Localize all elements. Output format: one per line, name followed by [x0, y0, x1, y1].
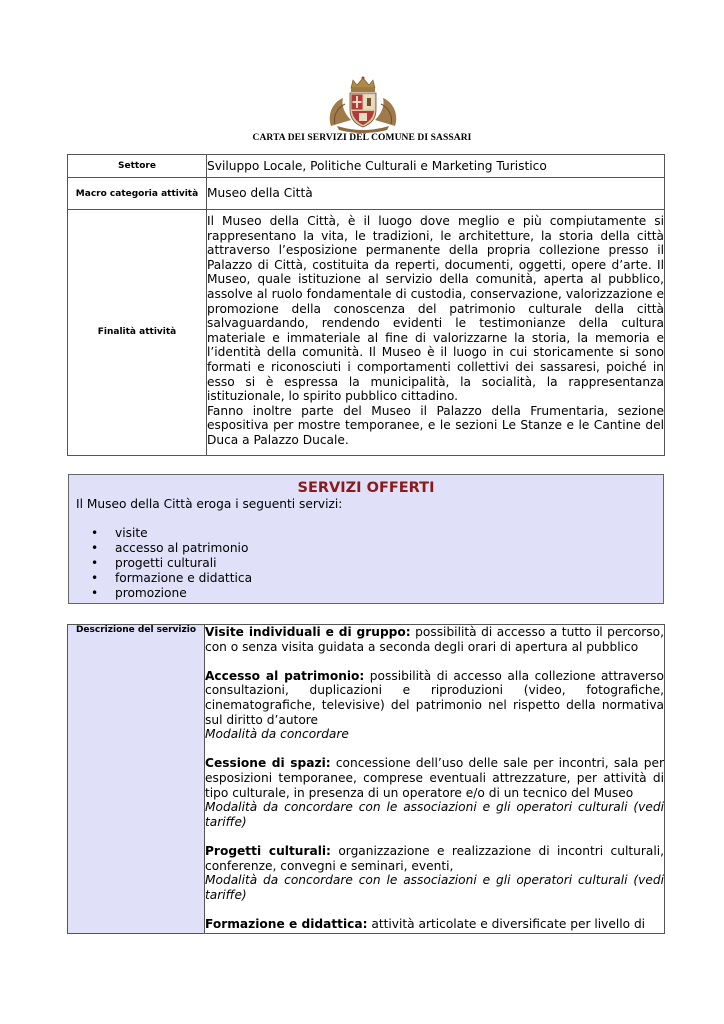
paragraph-cessione: Cessione di spazi: concessione dell’uso delle sale per incontri, sala per esposizioni temporanee, comprese eventuali attrezzature, per attività di tipo culturale, in presenza di un operatore e/o di un tecnico del Museo Modalità da concordare con le associazioni e gli operatori culturali (vedi tariffe)	[205, 756, 664, 829]
list-item: • promozione	[91, 586, 187, 600]
services-list	[69, 526, 663, 601]
coat-of-arms-logo	[323, 74, 403, 134]
row-macro-categoria	[68, 178, 665, 210]
row-settore	[68, 155, 665, 178]
descrizione-label: Descrizione del servizio	[68, 625, 205, 934]
activity-info-table	[67, 154, 665, 456]
services-offered-box	[68, 474, 664, 604]
service-description-table	[67, 624, 665, 934]
macro-categoria-label: Macro categoria attività	[68, 178, 207, 210]
list-item: • progetti culturali	[91, 556, 217, 570]
paragraph-progetti: Progetti culturali: organizzazione e realizzazione di incontri culturali, conferenze, convegni e seminari, eventi, Modalità da concordare con le associazioni e gli operatori culturali (vedi tariffe)	[205, 843, 664, 902]
settore-value: Sviluppo Locale, Politiche Culturali e Marketing Turistico	[207, 155, 665, 178]
row-finalita	[68, 210, 665, 456]
finalita-value	[207, 210, 665, 456]
bullet-icon: •	[91, 526, 99, 540]
row-descrizione	[68, 625, 665, 934]
bullet-icon: •	[91, 586, 99, 600]
paragraph-visite: Visite individuali e di gruppo: possibilità di accesso a tutto il percorso, con o senza visita guidata a seconda degli orari di apertura al pubblico	[205, 625, 664, 654]
settore-label: Settore	[68, 155, 207, 178]
list-item: • accesso al patrimonio	[91, 541, 249, 555]
descrizione-value	[205, 625, 665, 934]
finalita-paragraph-1: Il Museo della Città, è il luogo dove meglio e più compiutamente si rappresentano la vita, le tradizioni, le architetture, la storia della città attraverso l’esposizione permanente della propria collezione presso il Palazzo di Città, costituita da reperti, documenti, oggetti, opere d’arte. Il Museo, quale istituzione al servizio della comunità, aperta al pubblico, assolve al ruolo fondamentale di custodia, conservazione, valorizzazione e promozione della conoscenza del patrimonio culturale della città salvaguardando, rendendo evidenti le testimonianze della cultura materiale e immateriale al fine di valorizzarne la storia, la memoria e l’identità della comunità. Il Museo è il luogo in cui storicamente si sono formati e riconosciuti i comportamenti collettivi dei sassaresi, poiché in esso si è espressa la municipalità, la socialità, la rappresentanza istituzionale, lo spirito pubblico cittadino.	[207, 214, 664, 404]
services-title: SERVIZI OFFERTI	[297, 480, 435, 496]
bullet-icon: •	[91, 556, 99, 570]
paragraph-formazione: Formazione e didattica: attività articolate e diversificate per livello di	[205, 916, 646, 931]
macro-categoria-value: Museo della Città	[207, 178, 665, 210]
document-header-title: CARTA DEI SERVIZI DEL COMUNE DI SASSARI	[252, 133, 472, 143]
services-intro: Il Museo della Città eroga i seguenti servizi:	[76, 497, 343, 511]
finalita-label: Finalità attività	[68, 210, 207, 456]
paragraph-accesso: Accesso al patrimonio: possibilità di accesso alla collezione attraverso consultazioni, duplicazioni e riproduzioni (video, fotografiche, cinematografiche, televisive) del patrimonio nel rispetto della normativa sul diritto d’autore Modalità da concordare	[205, 668, 664, 742]
bullet-icon: •	[91, 541, 99, 555]
list-item: • visite	[91, 526, 148, 540]
list-item: • formazione e didattica	[91, 571, 253, 585]
bullet-icon: •	[91, 571, 99, 585]
finalita-paragraph-2: Fanno inoltre parte del Museo il Palazzo della Frumentaria, sezione espositiva per mostre temporanee, e le sezioni Le Stanze e le Cantine del Duca a Palazzo Ducale.	[207, 403, 664, 447]
